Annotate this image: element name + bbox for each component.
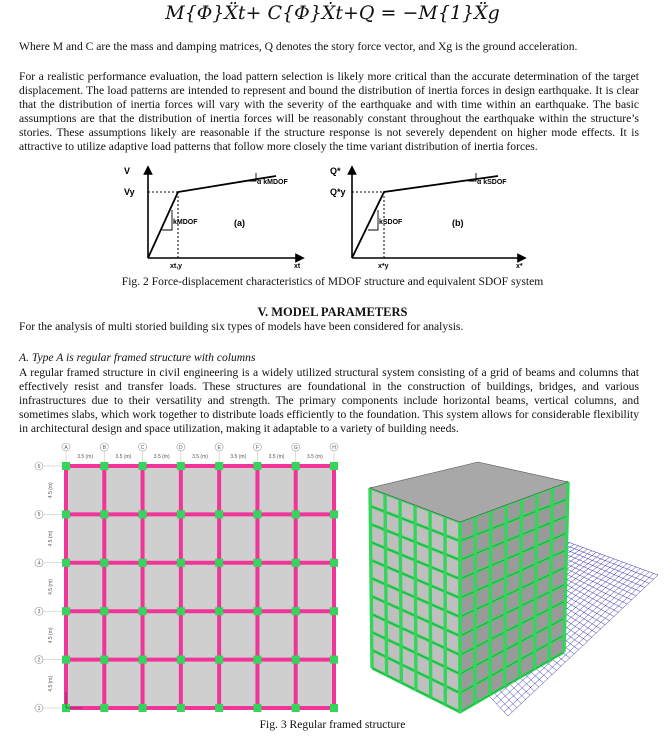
column-left-face bbox=[400, 499, 401, 682]
column-node bbox=[177, 656, 185, 664]
column-right-face bbox=[475, 516, 476, 703]
col-spacing-label: 3.5 (m) bbox=[192, 454, 208, 460]
column-node bbox=[292, 607, 300, 615]
column-node bbox=[139, 704, 147, 712]
column-node bbox=[330, 656, 338, 664]
column-node bbox=[100, 607, 108, 615]
col-spacing-label: 3.5 (m) bbox=[306, 454, 323, 460]
fig2a-k-label: kMDOF bbox=[173, 219, 198, 226]
column-node bbox=[253, 510, 261, 518]
column-node bbox=[292, 656, 300, 664]
fig2b-q-label: Q* bbox=[330, 166, 341, 176]
row-spacing-label: 4.5 (m) bbox=[48, 530, 54, 547]
column-node bbox=[292, 559, 300, 567]
column-node bbox=[139, 607, 147, 615]
section-heading: V. MODEL PARAMETERS bbox=[257, 305, 408, 319]
column-node bbox=[139, 510, 147, 518]
grid-label-col: D bbox=[179, 444, 183, 451]
column-node bbox=[330, 559, 338, 567]
column-node bbox=[139, 462, 147, 470]
equation-of-motion: M{Φ}Ẍt+ C{Φ}Ẋt+Q = −M{1}Ẍg bbox=[165, 2, 500, 24]
column-node bbox=[62, 607, 70, 615]
col-spacing-label: 3.5 (m) bbox=[77, 454, 94, 460]
fig2-caption: Fig. 2 Force-displacement characteristics of MDOF structure and equivalent SDOF system bbox=[121, 275, 544, 288]
column-node bbox=[62, 559, 70, 567]
row-spacing-label: 4.5 (m) bbox=[48, 482, 54, 499]
column-node bbox=[330, 510, 338, 518]
grid-label-row: 6 bbox=[37, 463, 41, 470]
column-right-face bbox=[505, 505, 507, 686]
column-left-face bbox=[385, 494, 387, 676]
grid-label-col: E bbox=[217, 444, 221, 451]
column-node bbox=[177, 510, 185, 518]
paragraph-framed-structure: A regular framed structure in civil engineering is a widely utilized structural system consisting of a grid of beams and columns that effectively resist and transfer loads. These structures are foundational in the construction of buildings, bridges, and various infrastructures due to their versatility and strength. The primary components include horizontal beams, vertical columns, and sometimes slabs, which work together to distribute loads efficiently to the foundation. This system allows for considerable flexibility in architectural design and space utilization, making it adaptable to a variety of building needs. bbox=[19, 366, 639, 435]
column-node bbox=[253, 656, 261, 664]
column-node bbox=[215, 607, 223, 615]
column-node bbox=[215, 462, 223, 470]
fig2a-v-label: V bbox=[124, 166, 131, 176]
paragraph-load-pattern: For a realistic performance evaluation, the load pattern selection is likely more critical than the accurate determination of the target displacement. The load patterns are intended to represent and bound the distribution of inertia forces in design earthquake. It is clear that the distribution of inertia forces will vary with the severity of the earthquake and with time within an earthquake. The basic assumptions are that the distribution of inertia forces will be reasonably constant throughout the earthquake within the structure’s stories. These assumptions likely are reasonable if the structure response is not severely dependent on higher mode effects. It is attractive to utilize adaptive load patterns that follow more closely the time variant distribution of inertia forces. bbox=[19, 70, 639, 153]
col-spacing-label: 3.5 (m) bbox=[115, 454, 132, 460]
column-node bbox=[100, 559, 108, 567]
fig3-3d-frame bbox=[358, 460, 658, 716]
fig2-mdof-diagram bbox=[118, 160, 308, 272]
row-spacing-label: 4.5 (m) bbox=[48, 675, 54, 692]
column-node bbox=[177, 559, 185, 567]
column-left-face bbox=[415, 505, 416, 690]
fig2a-vy-label: Vy bbox=[124, 187, 135, 197]
column-left-face bbox=[370, 488, 372, 668]
column-node bbox=[177, 607, 185, 615]
column-left-face bbox=[430, 511, 431, 698]
grid-label-row: 4 bbox=[37, 560, 41, 567]
grid-label-row: 2 bbox=[37, 657, 41, 664]
column-node bbox=[253, 462, 261, 470]
column-right-face bbox=[519, 499, 521, 678]
column-node bbox=[330, 704, 338, 712]
fig2b-xy-label: x*y bbox=[378, 263, 389, 270]
column-node bbox=[62, 510, 70, 518]
column-node bbox=[215, 510, 223, 518]
column-node bbox=[177, 462, 185, 470]
col-spacing-label: 3.5 (m) bbox=[268, 454, 285, 460]
fig2b-x-label: x* bbox=[516, 263, 523, 270]
fig2b-alpha-k-label: α kSDOF bbox=[477, 179, 507, 186]
fig2a-tag: (a) bbox=[234, 218, 245, 228]
fig3-caption: Fig. 3 Regular framed structure bbox=[259, 718, 406, 731]
column-node bbox=[330, 462, 338, 470]
grid-label-col: C bbox=[140, 444, 145, 451]
row-spacing-label: 4.5 (m) bbox=[48, 627, 54, 644]
fig2b-qy-label: Q*y bbox=[330, 187, 346, 197]
column-node bbox=[215, 656, 223, 664]
column-node bbox=[62, 462, 70, 470]
column-node bbox=[253, 704, 261, 712]
subsection-heading: A. Type A is regular framed structure with columns bbox=[19, 351, 256, 364]
fig2b-k-label: kSDOF bbox=[379, 219, 403, 226]
col-spacing-label: 3.5 (m) bbox=[230, 454, 247, 460]
column-node bbox=[253, 607, 261, 615]
grid-label-row: 3 bbox=[37, 609, 41, 615]
column-node bbox=[253, 559, 261, 567]
column-node bbox=[139, 656, 147, 664]
column-node bbox=[292, 510, 300, 518]
column-node bbox=[62, 656, 70, 664]
col-spacing-label: 3.5 (m) bbox=[153, 454, 170, 460]
column-node bbox=[292, 704, 300, 712]
column-node bbox=[215, 704, 223, 712]
column-node bbox=[330, 607, 338, 615]
column-node bbox=[100, 656, 108, 664]
fig2a-xt-label: xt bbox=[294, 263, 301, 270]
column-node bbox=[292, 462, 300, 470]
fig3-plan-grid bbox=[30, 442, 346, 716]
paragraph-models: For the analysis of multi storied building six types of models have been considered for analysis. bbox=[19, 320, 464, 333]
fig2-sdof-diagram bbox=[322, 160, 532, 272]
grid-label-col: F bbox=[255, 444, 259, 451]
column-node bbox=[100, 462, 108, 470]
column-right-face bbox=[490, 511, 491, 695]
column-node bbox=[100, 704, 108, 712]
row-spacing-label: 4.5 (m) bbox=[48, 579, 54, 595]
grid-label-col: H bbox=[332, 444, 336, 451]
grid-label-row: 1 bbox=[37, 705, 41, 712]
grid-label-col: B bbox=[102, 444, 106, 451]
column-node bbox=[139, 559, 147, 567]
column-node bbox=[100, 510, 108, 518]
fig2b-tag: (b) bbox=[452, 218, 464, 228]
grid-label-col: G bbox=[293, 444, 298, 451]
column-node bbox=[215, 559, 223, 567]
fig2a-xty-label: xt,y bbox=[170, 263, 183, 270]
column-node bbox=[177, 704, 185, 712]
paragraph-symbols: Where M and C are the mass and damping matrices, Q denotes the story force vector, and Xg is the ground acceleration. bbox=[19, 40, 578, 53]
fig2a-alpha-k-label: α kMDOF bbox=[257, 179, 288, 186]
grid-label-row: 5 bbox=[37, 512, 41, 519]
grid-label-col: A bbox=[64, 444, 68, 451]
building-3d bbox=[370, 462, 568, 712]
